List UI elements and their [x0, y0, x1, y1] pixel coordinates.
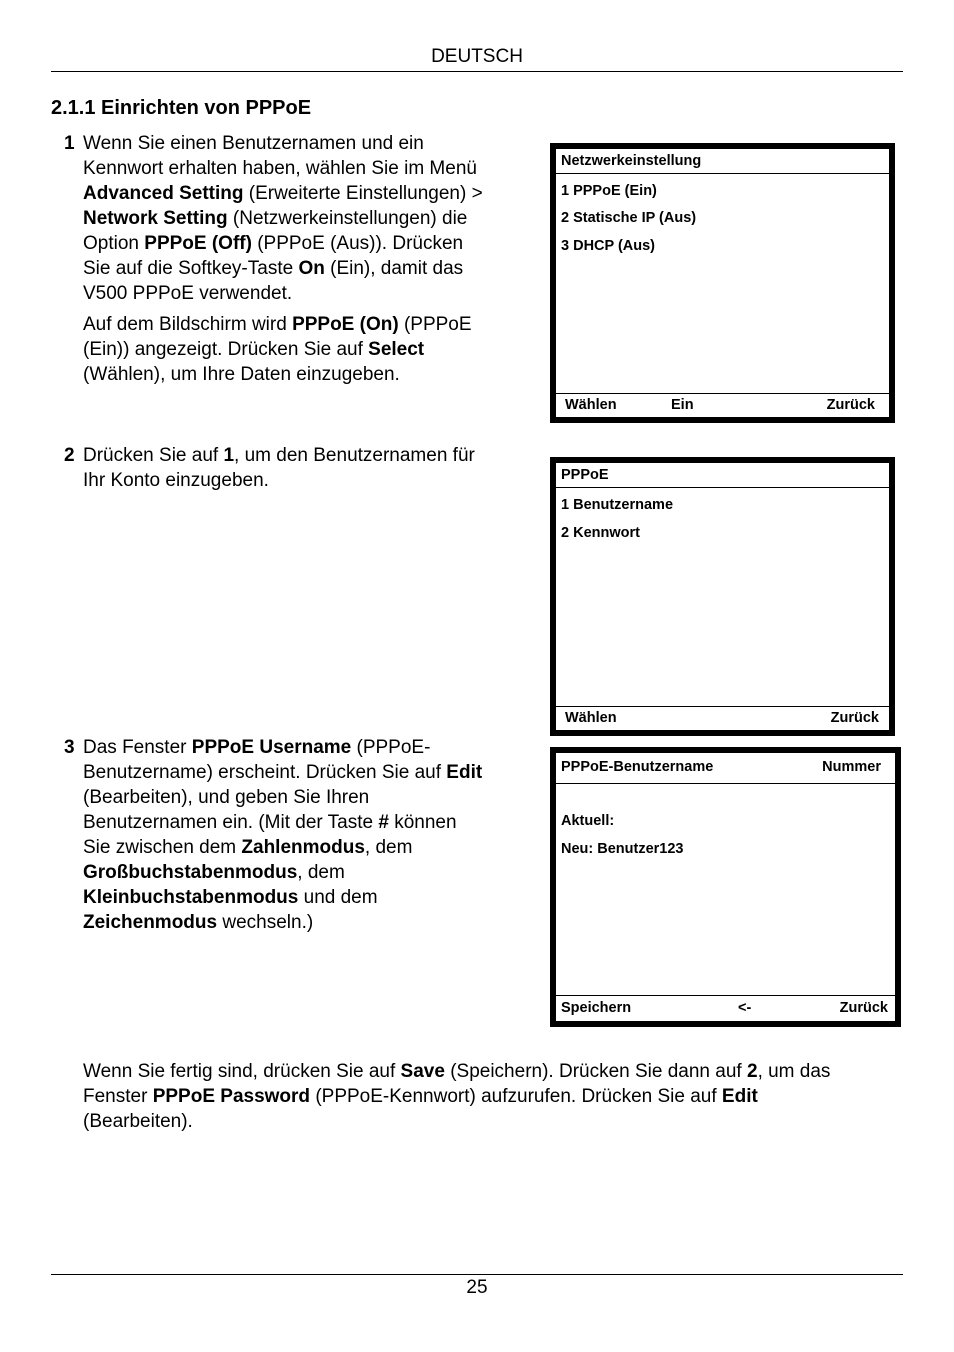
final-paragraph: Wenn Sie fertig sind, drücken Sie auf Save (Speichern). Drücken Sie dann auf 2, um das Fenster PPPoE Password (PPPoE-Kennwort) aufzurufen. Drücken Sie auf Edit (Bearbeiten).	[83, 1061, 831, 1132]
page-number: 25	[466, 1277, 488, 1298]
step-1-paragraph: Wenn Sie einen Benutzernamen und ein Kennwort erhalten haben, wählen Sie im Menü Advanced Setting (Erweiterte Einstellungen) > Network Setting (Netzwerkeinstellungen) die Option PPPoE (Off) (PPPoE (Aus)). Drücken Sie auf die Softkey-Taste On (Ein), damit das V500 PPPoE verwendet.	[83, 133, 483, 304]
screen-title: PPPoE	[556, 463, 889, 488]
menu-item-dhcp[interactable]: 3 DHCP (Aus)	[561, 238, 655, 254]
step-1-paragraph-2: Auf dem Bildschirm wird PPPoE (On) (PPPoE (Ein)) angezeigt. Drücken Sie auf Select (Wählen), um Ihre Daten einzugeben.	[83, 314, 472, 385]
screen-title: PPPoE-Benutzername	[561, 759, 714, 775]
language-header: DEUTSCH	[431, 46, 523, 67]
softkey-back[interactable]: Zurück	[830, 710, 879, 726]
pppoe-screen	[550, 457, 895, 736]
step-number-1: 1	[64, 133, 75, 154]
network-settings-screen	[550, 143, 895, 423]
menu-item-pppoe[interactable]: 1 PPPoE (Ein)	[561, 183, 657, 199]
menu-item-static-ip[interactable]: 2 Statische IP (Aus)	[561, 210, 697, 226]
softkey-select[interactable]: Wählen	[565, 397, 617, 413]
menu-item-password[interactable]: 2 Kennwort	[561, 525, 640, 541]
softkey-bar	[556, 393, 889, 417]
step-3-paragraph: Das Fenster PPPoE Username (PPPoE- Benutzername) erscheint. Drücken Sie auf Edit (Bearbeiten), und geben Sie Ihren Benutzernamen ein. (Mit der Taste # können Sie zwischen dem Zahlenmodus, dem Großbuchstabenmodus, dem Kleinbuchstabenmodus und dem Zeichenmodus wechseln.)	[83, 737, 483, 933]
softkey-backspace[interactable]: <-	[738, 1000, 752, 1016]
section-title: 2.1.1 Einrichten von PPPoE	[51, 97, 312, 119]
step-number-2: 2	[64, 445, 75, 466]
softkey-save[interactable]: Speichern	[561, 1000, 632, 1016]
pppoe-username-screen	[550, 747, 901, 1027]
softkey-bar	[556, 706, 889, 730]
header-rule	[51, 71, 903, 72]
footer-rule	[51, 1274, 903, 1275]
screen-title: Netzwerkeinstellung	[556, 149, 889, 174]
current-value-label: Aktuell:	[561, 813, 615, 829]
input-mode-indicator: Nummer	[822, 759, 881, 775]
softkey-bar	[556, 995, 895, 1021]
softkey-select[interactable]: Wählen	[565, 710, 617, 726]
step-number-3: 3	[64, 737, 75, 758]
new-value-field[interactable]: Neu: Benutzer123	[561, 841, 684, 857]
menu-item-username[interactable]: 1 Benutzername	[561, 497, 674, 513]
step-2-paragraph: Drücken Sie auf 1, um den Benutzernamen für Ihr Konto einzugeben.	[83, 445, 475, 491]
softkey-back[interactable]: Zurück	[839, 1000, 888, 1016]
softkey-back[interactable]: Zurück	[826, 397, 875, 413]
screen-title-row	[556, 753, 895, 784]
softkey-on[interactable]: Ein	[671, 397, 694, 413]
